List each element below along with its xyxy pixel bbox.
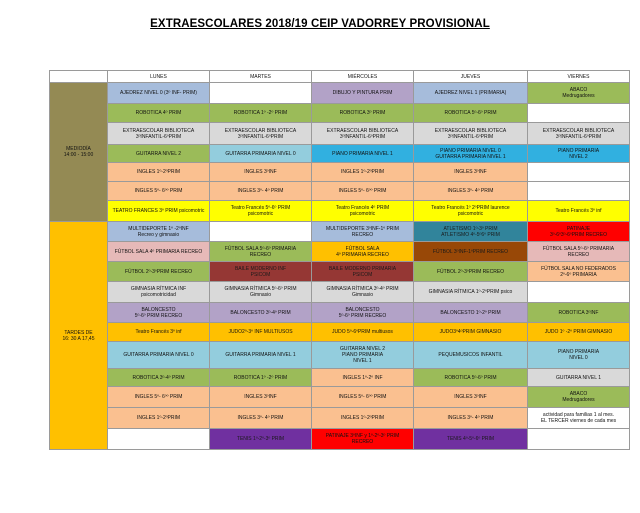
- schedule-row: [50, 323, 630, 342]
- activity-cell: FÚTBOL SALA 5º-6º PRIMARIA RECREO: [528, 242, 630, 262]
- activity-cell: FÚTBOL 3ºINF-1ºPRIM RECREO: [414, 242, 528, 262]
- activity-cell: [528, 104, 630, 123]
- activity-cell: ROBOTICA 5º-6º PRIM: [414, 104, 528, 123]
- header-row: [50, 71, 630, 83]
- activity-cell: ROBOTICA 1º -2º PRIM: [210, 369, 312, 387]
- activity-cell: ROBOTICA 3º-4º PRIM: [108, 369, 210, 387]
- activity-cell: INGLES 3ºINF: [414, 387, 528, 408]
- day-header: JUEVES: [414, 71, 528, 83]
- schedule-row: [50, 387, 630, 408]
- activity-cell: MULTIDEPORTE 3ºINF-1º PRIM RECREO: [312, 222, 414, 242]
- activity-cell: INGLES 3º- 4º PRIM: [210, 408, 312, 429]
- schedule-row: [50, 408, 630, 429]
- schedule-row: [50, 262, 630, 282]
- activity-cell: ROBOTICA 3º PRIM: [312, 104, 414, 123]
- activity-cell: [528, 163, 630, 182]
- activity-cell: INGLES 3º- 4º PRIM: [210, 182, 312, 201]
- activity-cell: JUDO 1º -2º PRIM GIMNASIO: [528, 323, 630, 342]
- activity-cell: [210, 222, 312, 242]
- activity-cell: [528, 282, 630, 303]
- schedule-row: [50, 222, 630, 242]
- activity-cell: ABACO Medrugadores: [528, 387, 630, 408]
- schedule-row: [50, 369, 630, 387]
- activity-cell: BAILE MODERNO INF PSICOM: [210, 262, 312, 282]
- activity-cell: PATINAJE 3º-6º3º-6ºPRIM RECREO: [528, 222, 630, 242]
- activity-cell: AJEDREZ NIVEL 1 (PRIMARIA): [414, 83, 528, 104]
- activity-cell: actividad para familias 1 al mes. EL TERCER viernes de cada mes: [528, 408, 630, 429]
- activity-cell: INGLES 1º-2ºPRIM: [312, 163, 414, 182]
- schedule-row: [50, 83, 630, 104]
- activity-cell: INGLES 5º- 6ºº PRIM: [312, 387, 414, 408]
- activity-cell: EXTRAESCOLAR BIBLIOTECA 3ºINFANTIL-6ºPRIM: [108, 123, 210, 145]
- activity-cell: Teatro Francés 3º inf: [108, 323, 210, 342]
- activity-cell: EXTRAESCOLAR BIBLIOTECA 3ºINFANTIL-6ºPRIM: [312, 123, 414, 145]
- schedule-row: [50, 303, 630, 323]
- activity-cell: GUITARRA NIVEL 1: [528, 369, 630, 387]
- activity-cell: ROBOTICA 3ºINF: [528, 303, 630, 323]
- activity-cell: Teatro Francés 4º PRIM psicomotric: [312, 201, 414, 222]
- activity-cell: INGLES 3º- 4º PRIM: [414, 182, 528, 201]
- activity-cell: BALONCESTO 5º-6º PRIM RECREO: [312, 303, 414, 323]
- time-block-afternoon: [50, 222, 108, 450]
- corner-cell: [50, 71, 108, 83]
- day-header: MIÉRCOLES: [312, 71, 414, 83]
- activity-cell: [528, 182, 630, 201]
- activity-cell: INGLES 1º-2ºPRIM: [108, 163, 210, 182]
- activity-cell: INGLES 3ºINF: [210, 387, 312, 408]
- activity-cell: ROBOTICA 4º PRIM: [108, 104, 210, 123]
- activity-cell: BAILE MODERNO PRIMARIA PSICOM: [312, 262, 414, 282]
- activity-cell: DIBUJO Y PINTURA PRIM: [312, 83, 414, 104]
- day-header: VIERNES: [528, 71, 630, 83]
- activity-cell: INGLES 5º- 6ºº PRIM: [108, 182, 210, 201]
- activity-cell: PIANO PRIMARIA NIVEL 0: [528, 342, 630, 369]
- activity-cell: GUITARRA NIVEL 2 PIANO PRIMARIA NIVEL 1: [312, 342, 414, 369]
- activity-cell: ROBOTICA 1º -2º PRIM: [210, 104, 312, 123]
- activity-cell: FÚTBOL 2º-3ºPRIM RECREO: [108, 262, 210, 282]
- activity-cell: AJEDREZ NIVEL 0 (3º INF- PRIM): [108, 83, 210, 104]
- activity-cell: EXTRAESCOLAR BIBLIOTECA 3ºINFANTIL-6ºPRIM: [414, 123, 528, 145]
- activity-cell: FÚTBOL SALA 5º-6º PRIMARIA RECREO: [210, 242, 312, 262]
- activity-cell: GIMNASIA RÍTMICA 5º-6º PRIM Gimnasio: [210, 282, 312, 303]
- activity-cell: EXTRAESCOLAR BIBLIOTECA 3ºINFANTIL-6ºPRIM: [210, 123, 312, 145]
- schedule-row: [50, 242, 630, 262]
- schedule-table: [49, 70, 630, 450]
- activity-cell: JUDO2º-3º INF MULTIUSOS: [210, 323, 312, 342]
- activity-cell: TENIS 1º-2º-3º PRIM: [210, 429, 312, 450]
- activity-cell: ATLETISMO 1º-3º PRIM ATLETISMO 4º-5º6º PRIM: [414, 222, 528, 242]
- activity-cell: INGLES 1º-2ºPRIM: [312, 408, 414, 429]
- activity-cell: JUDO3º4ºPRIM GIMNASIO: [414, 323, 528, 342]
- activity-cell: TEATRO FRANCES 3º PRIM psicomotric: [108, 201, 210, 222]
- activity-cell: Teatro Francés 5º-6º PRIM psicomotric: [210, 201, 312, 222]
- activity-cell: INGLES 5º- 6ºº PRIM: [108, 387, 210, 408]
- time-block-label: TARDES DE 16: 30 A 17,45: [62, 329, 95, 342]
- activity-cell: PIANO PRIMARIA NIVEL 2: [528, 145, 630, 163]
- activity-cell: INGLES 1º-2º INF: [312, 369, 414, 387]
- activity-cell: Teatro Francés 1º 2ºPRIM laurence psicomotric: [414, 201, 528, 222]
- activity-cell: FÚTBOL SALA 4º PRIMARIA RECREO: [108, 242, 210, 262]
- activity-cell: PIANO PRIMARIA NIVEL 0 GUITARRA PRIMARIA NIVEL 1: [414, 145, 528, 163]
- activity-cell: INGLES 3ºINF: [210, 163, 312, 182]
- time-block-midday: [50, 83, 108, 222]
- schedule-row: [50, 145, 630, 163]
- activity-cell: GIMNASIA RÍTMICA 1º-2ºPRIM psico: [414, 282, 528, 303]
- activity-cell: BALONCESTO 5º-6º PRIM RECREO: [108, 303, 210, 323]
- page-title: EXTRAESCOLARES 2018/19 CEIP VADORREY PROVISIONAL: [150, 18, 490, 30]
- activity-cell: Teatro Francés 3º inf: [528, 201, 630, 222]
- day-header: LUNES: [108, 71, 210, 83]
- schedule-row: [50, 163, 630, 182]
- activity-cell: FÚTBOL 2º-3ºPRIM RECREO: [414, 262, 528, 282]
- schedule-row: [50, 342, 630, 369]
- schedule-row: [50, 182, 630, 201]
- activity-cell: PIANO PRIMARIA NIVEL 1: [312, 145, 414, 163]
- day-header: MARTES: [210, 71, 312, 83]
- activity-cell: BALONCESTO 3º-4º PRIM: [210, 303, 312, 323]
- activity-cell: EXTRAESCOLAR BIBLIOTECA 3ºINFANTIL-6ºPRIM: [528, 123, 630, 145]
- activity-cell: ABACO Medrugadores: [528, 83, 630, 104]
- schedule-row: [50, 123, 630, 145]
- schedule-row: [50, 104, 630, 123]
- schedule-row: [50, 282, 630, 303]
- activity-cell: [528, 429, 630, 450]
- activity-cell: [210, 83, 312, 104]
- activity-cell: GUITARRA NIVEL 2: [108, 145, 210, 163]
- activity-cell: TENIS 4º-5º-6º PRIM: [414, 429, 528, 450]
- activity-cell: ROBOTICA 5º-6º PRIM: [414, 369, 528, 387]
- activity-cell: PEQUEMUSICOS INFANTIL: [414, 342, 528, 369]
- activity-cell: GUITARRA PRIMARIA NIVEL 0: [108, 342, 210, 369]
- schedule-row: [50, 429, 630, 450]
- activity-cell: PATINAJE 3ºINF y 1º-2º-3º PRIM RECREO: [312, 429, 414, 450]
- activity-cell: GUITARRA PRIMARIA NIVEL 1: [210, 342, 312, 369]
- activity-cell: BALONCESTO 1º-2º PRIM: [414, 303, 528, 323]
- time-block-label: MEDIODÍA 14:00 - 15:00: [63, 146, 94, 158]
- activity-cell: INGLES 3º- 4º PRIM: [414, 408, 528, 429]
- activity-cell: INGLES 5º- 6ºº PRIM: [312, 182, 414, 201]
- schedule-row: [50, 201, 630, 222]
- activity-cell: FÚTBOL SALA NO FEDERADOS 2º-6º PRIMARIA: [528, 262, 630, 282]
- activity-cell: MULTIDEPORTE 1º -2ºINF Recreo y gimnasio: [108, 222, 210, 242]
- activity-cell: GUITARRA PRIMARIA NIVEL 0: [210, 145, 312, 163]
- activity-cell: FÚTBOL SALA 4º PRIMARIA RECREO: [312, 242, 414, 262]
- activity-cell: [108, 429, 210, 450]
- activity-cell: JUDO 5º-6ºPRIM multiusos: [312, 323, 414, 342]
- activity-cell: GIMNASIA RÍTMICA INF psicomotricidad: [108, 282, 210, 303]
- activity-cell: INGLES 1º-2ºPRIM: [108, 408, 210, 429]
- activity-cell: INGLES 3ºINF: [414, 163, 528, 182]
- activity-cell: GIMNASIA RÍTMICA 3º-4º PRIM Gimnasio: [312, 282, 414, 303]
